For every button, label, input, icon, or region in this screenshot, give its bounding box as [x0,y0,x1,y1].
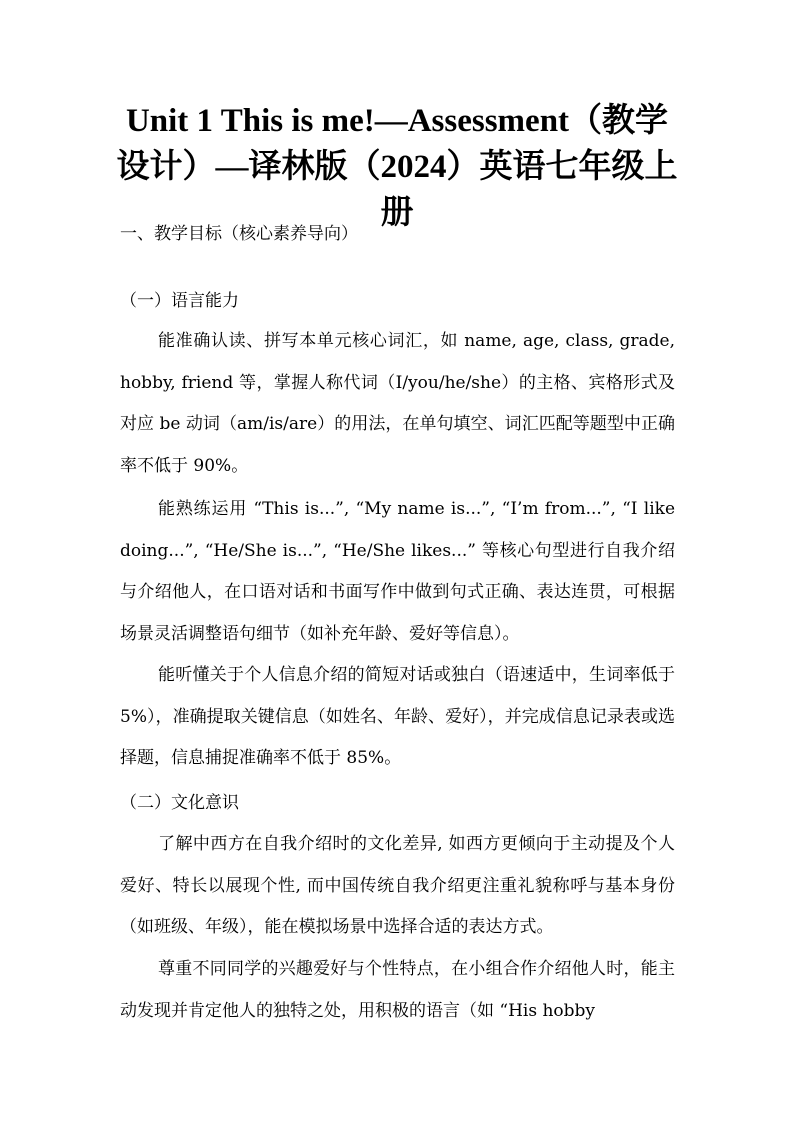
paragraph-cultural-differences: 了解中西方在自我介绍时的文化差异, 如西方更倾向于主动提及个人爱好、特长以展现个性, 而中国传统自我介绍更注重礼貌称呼与基本身份（如班级、年级），能在模拟场景中选择合适的表达方式。 [120,834,675,937]
paragraph-vocabulary: 能准确认读、拼写本单元核心词汇，如 name, age, class, grade, hobby, friend 等，掌握人称代词（I/you/he/she）的主格、宾格形式及对应 be 动词（am/is/are）的用法，在单句填空、词汇匹配等题型中正确率不低于 90%。 [120,331,675,476]
subsection-heading-language-ability: （一）语言能力 [120,291,239,311]
document-title: Unit 1 This is me!—Assessment（教学设计）—译林版（2024）英语七年级上册 [116,103,678,231]
paragraph-respect-others: 尊重不同同学的兴趣爱好与个性特点，在小组合作介绍他人时，能主动发现并肯定他人的独特之处，用积极的语言（如 “His hobby [120,959,675,1021]
paragraph-sentence-patterns: 能熟练运用 “This is...”, “My name is...”, “I’m from...”, “I like doing...”, “He/She is...”, “He/She likes...” 等核心句型进行自我介绍与介绍他人，在口语对话和书面写作中做到句式正确、表达连贯，可根据场景灵活调整语句细节（如补充年龄、爱好等信息）。 [120,499,675,644]
section-heading-teaching-goals: 一、教学目标（核心素养导向） [120,224,358,244]
paragraph-listening: 能听懂关于个人信息介绍的简短对话或独白（语速适中，生词率低于 5%），准确提取关键信息（如姓名、年龄、爱好），并完成信息记录表或选择题，信息捕捉准确率不低于 85%。 [120,665,675,768]
subsection-heading-cultural-awareness: （二）文化意识 [120,793,239,813]
